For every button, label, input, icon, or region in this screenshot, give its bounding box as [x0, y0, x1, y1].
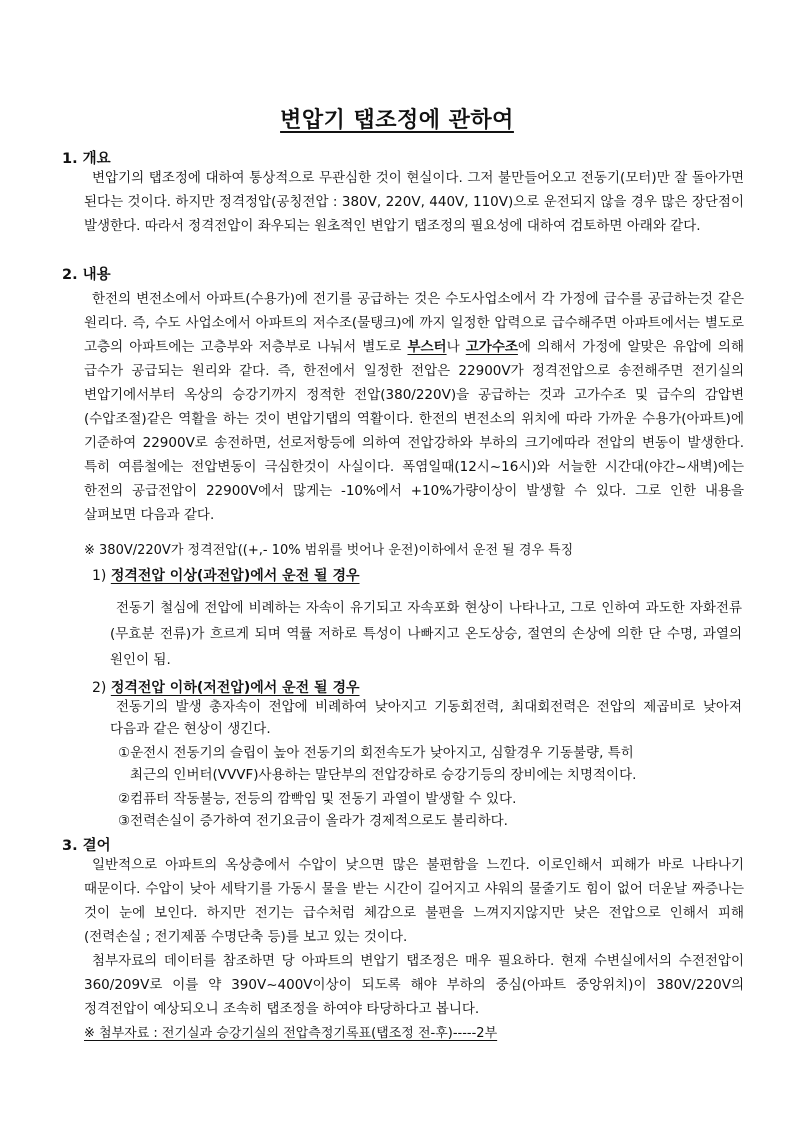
section-1-heading: 1. 개요 [62, 151, 111, 167]
sub-1-text: 전동기 철심에 전압에 비례하는 자속이 유기되고 자속포화 현상이 나타나고, 그로 인하여 과도한 자화전류(무효분 전류)가 흐르게 되며 역률 저하로 특성이 나빠지고 온도상승, 절연의 손상에 의한 단 수명, 과열의 원인이 됨. [110, 600, 742, 668]
sub-2-number: 2) [92, 680, 107, 696]
attachment-note: ※ 첨부자료 : 전기실과 승강기실의 전압측정기록표(탭조정 전-후)-----2부 [84, 1026, 498, 1041]
elevated-tank-term: 고가수조 [465, 339, 518, 355]
section-2-text [84, 287, 744, 527]
sub-2-item-1-cont: 최근의 인버터(VVVF)사용하는 말단부의 전압강하로 승강기등의 장비에는 치명적이다. [130, 767, 637, 783]
sub-2-item-1: ①운전시 전동기의 슬립이 높아 전동기의 회전속도가 낮아지고, 심할경우 기동불량, 특히 [118, 745, 634, 761]
section-1-text: 변압기의 탭조정에 대하여 통상적으로 무관심한 것이 현실이다. 그저 불만들어오고 전동기(모터)만 잘 돌아가면 된다는 것이다. 하지만 정격정압(공칭전압 : 380V, 220V, 440V, 110V)으로 운전되지 않을 경우 많은 장단점이 발생한다. 따라서 정격전압이 좌우되는 원초적인 변압기 탭조정의 필요성에 대하여 검토하면 아래와 같다. [84, 170, 744, 234]
sub-1-title: 정격전압 이상(과전압)에서 운전 될 경우 [110, 568, 360, 584]
sub-2-item-2: ②컴퓨터 작동불능, 전등의 깜빡임 및 전동기 과열이 발생할 수 있다. [118, 791, 517, 807]
section-1-paragraph [84, 166, 744, 238]
section-3-heading: 3. 결어 [62, 838, 111, 854]
sub-2-heading [92, 677, 360, 697]
sub-2-text: 전동기의 발생 총자속이 전압에 비례하여 낮아지고 기동회전력, 최대회전력은 전압의 제곱비로 낮아져 다음과 같은 현상이 생긴다. [110, 699, 742, 737]
section-2-text-mid: 나 [446, 339, 466, 355]
section-2-note: ※ 380V/220V가 정격전압((+,- 10% 범위를 벗어나 운전)이하에서 운전 될 경우 특징 [84, 543, 574, 558]
sub-1-heading [92, 565, 360, 585]
booster-term: 부스터 [407, 339, 447, 355]
section-2-text-part2: 에 의해서 가정에 알맞은 유압에 의해 급수가 공급되는 원리와 같다. 즉, 한전에서 일정한 전압은 22900V가 정격전압으로 송전해주면 전기실의 변압기에서부터 옥상의 승강기까지 정적한 전압(380/220V)을 공급하는 것과 고가수조 및 급수의 감압변(수압조절)같은 역활을 하는 것이 변압기탭의 역활이다. 한전의 변전소의 위치에 따라 가까운 수용가(아파트)에 기준하여 22900V로 송전하면, 선로저항등에 의하여 전압강하와 부하의 크기에따라 전압의 변동이 발생한다. 특히 여름철에는 전압변동이 극심한것이 사실이다. 폭염일때(12시~16시)와 서늘한 시간대(야간~새벽)에는 한전의 공급전압이 22900V에서 많게는 -10%에서 +10%가량이상이 발생할 수 있다. 그로 인한 내용을 살펴보면 다음과 같다. [84, 339, 744, 523]
section-2-heading: 2. 내용 [62, 267, 111, 283]
sub-1-number: 1) [92, 568, 107, 584]
sub-2-paragraph [110, 696, 742, 740]
sub-1-paragraph [110, 595, 742, 673]
section-3-text-1: 일반적으로 아파트의 옥상층에서 수압이 낮으면 많은 불편함을 느낀다. 이로인해서 피해가 바로 나타나기 때문이다. 수압이 낮아 세탁기를 가동시 물을 받는 시간이 길어지고 샤워의 물줄기도 힘이 없어 더운날 짜증나는 것이 눈에 보인다. 하지만 전기는 급수처럼 체감으로 불편을 느껴지지않지만 낮은 전압으로 인해서 피해(전력손실 ; 전기제품 수명단축 등)를 보고 있는 것이다. [84, 857, 744, 945]
section-2-text-part1: 한전의 변전소에서 아파트(수용가)에 전기를 공급하는 것은 수도사업소에서 각 가정에 급수를 공급하는것 같은 원리다. 즉, 수도 사업소에서 아파트의 저수조(물탱크)에 까지 일정한 압력으로 급수해주면 아파트에서는 별도로 고층의 아파트에는 고층부와 저층부로 나눠서 별도로 [84, 291, 744, 355]
section-3-paragraph [84, 853, 744, 1021]
sub-2-item-3: ③전력손실이 증가하여 전기요금이 올라가 경제적으로도 불리하다. [118, 813, 508, 829]
sub-2-title: 정격전압 이하(저전압)에서 운전 될 경우 [110, 680, 360, 696]
section-2-paragraph [84, 287, 744, 527]
document-title: 변압기 탭조정에 관하여 [280, 108, 514, 133]
section-3-text-2: 첨부자료의 데이터를 참조하면 당 아파트의 변압기 탭조정은 매우 필요하다. 현재 수변실에서의 수전전압이 360/209V로 이를 약 390V~400V이상이 되도록 해야 부하의 중심(아파트 중앙위치)이 380V/220V의 정격전압이 예상되오니 조속히 탭조정을 하여야 타당하다고 봅니다. [84, 953, 744, 1017]
